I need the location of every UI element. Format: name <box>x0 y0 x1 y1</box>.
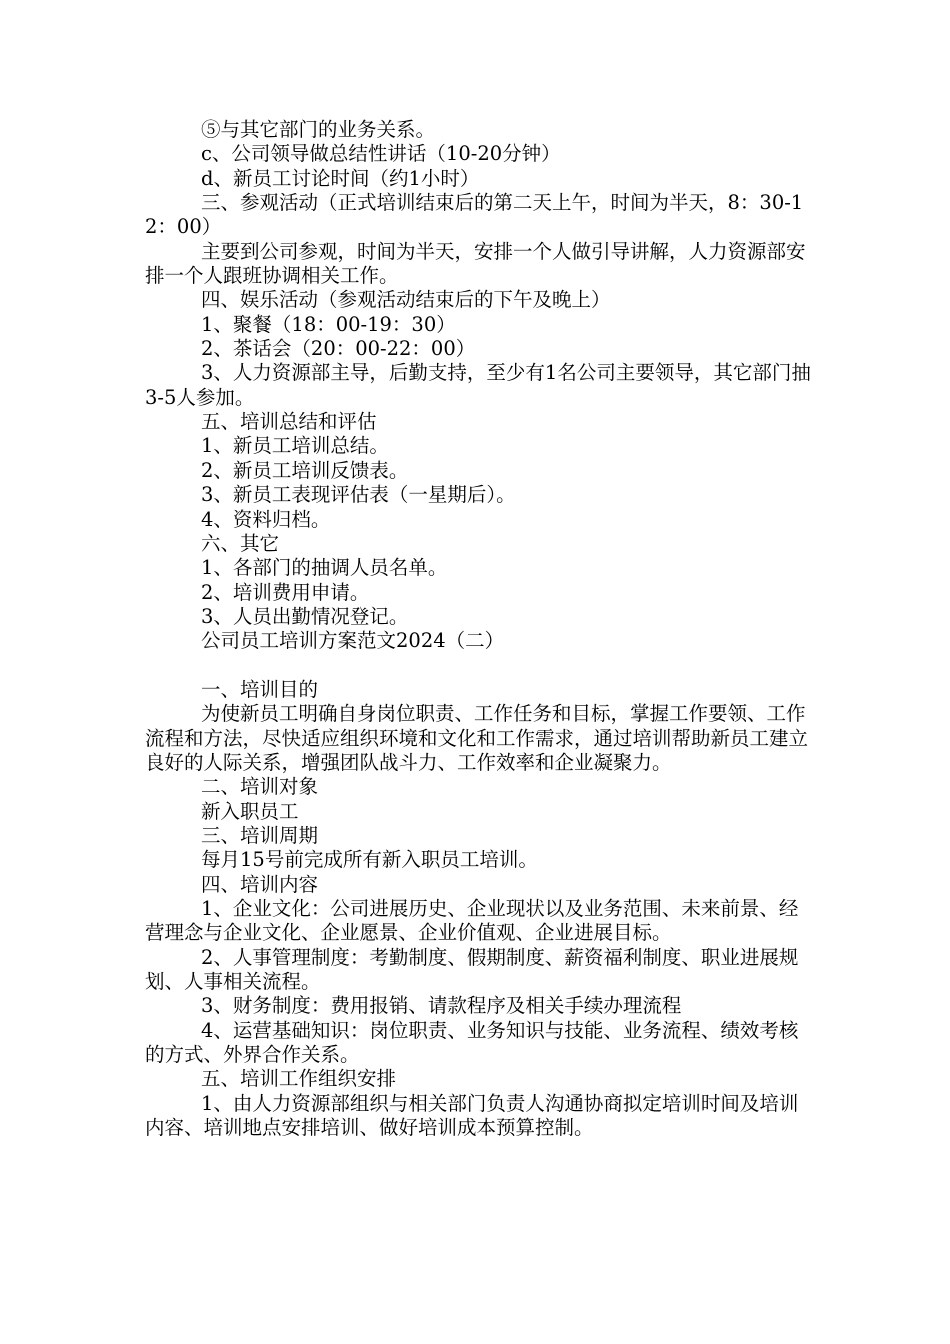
paragraph: 公司员工培训方案范文2024（二） <box>201 629 505 653</box>
paragraph: 五、培训总结和评估 <box>201 410 377 434</box>
paragraph: 主要到公司参观，时间为半天，安排一个人做引导讲解，人力资源部安排一个人跟班协调相关工作。 <box>145 239 806 288</box>
paragraph: 3、人力资源部主导，后勤支持，至少有1名公司主要领导，其它部门抽3-5人参加。 <box>145 361 811 409</box>
paragraph: 4、运营基础知识：岗位职责、业务知识与技能、业务流程、绩效考核的方式、外界合作关系。 <box>145 1018 799 1067</box>
paragraph: 二、培训对象 <box>201 775 319 799</box>
paragraph: 新入职员工 <box>201 799 299 823</box>
paragraph: 为使新员工明确自身岗位职责、工作任务和目标，掌握工作要领、工作流程和方法，尽快适应组织环境和文化和工作需求，通过培训帮助新员工建立良好的人际关系，增强团队战斗力、工作效率和企业凝聚力。 <box>145 702 809 774</box>
paragraph: 一、培训目的 <box>201 677 319 701</box>
paragraph: 1、各部门的抽调人员名单。 <box>201 556 448 580</box>
paragraph: 3、财务制度：费用报销、请款程序及相关手续办理流程 <box>201 994 682 1018</box>
paragraph: 2、新员工培训反馈表。 <box>201 458 409 482</box>
paragraph: 三、参观活动（正式培训结束后的第二天上午，时间为半天，8：30-12：00） <box>145 191 804 239</box>
paragraph: 四、娱乐活动（参观活动结束后的下午及晚上） <box>201 288 611 312</box>
paragraph: 每月15号前完成所有新入职员工培训。 <box>201 848 538 872</box>
paragraph: 2、茶话会（20：00-22：00） <box>201 337 476 361</box>
paragraph: ⑤与其它部门的业务关系。 <box>201 118 436 141</box>
paragraph: 六、其它 <box>201 531 280 555</box>
paragraph: 三、培训周期 <box>201 823 319 847</box>
paragraph: 1、企业文化：公司进展历史、企业现状以及业务范围、未来前景、经营理念与企业文化、企业愿景、企业价值观、企业进展目标。 <box>145 897 799 945</box>
paragraph: 四、培训内容 <box>201 872 319 896</box>
blank-line <box>145 654 813 678</box>
paragraph: 五、培训工作组织安排 <box>201 1067 397 1091</box>
paragraph: 3、人员出勤情况登记。 <box>201 604 409 628</box>
paragraph: 4、资料归档。 <box>201 507 331 531</box>
paragraph: 1、聚餐（18：00-19：30） <box>201 312 456 336</box>
paragraph: 1、新员工培训总结。 <box>201 434 389 458</box>
paragraph: 1、由人力资源部组织与相关部门负责人沟通协商拟定培训时间及培训内容、培训地点安排培训、做好培训成本预算控制。 <box>145 1091 799 1140</box>
paragraph: 2、人事管理制度：考勤制度、假期制度、薪资福利制度、职业进展规划、人事相关流程。 <box>145 945 799 994</box>
paragraph: c、公司领导做总结性讲话（10-20分钟） <box>201 142 561 166</box>
paragraph: 3、新员工表现评估表（一星期后）。 <box>201 483 516 507</box>
document-body <box>145 118 813 1140</box>
paragraph: d、新员工讨论时间（约1小时） <box>201 166 480 190</box>
paragraph: 2、培训费用申请。 <box>201 580 370 604</box>
